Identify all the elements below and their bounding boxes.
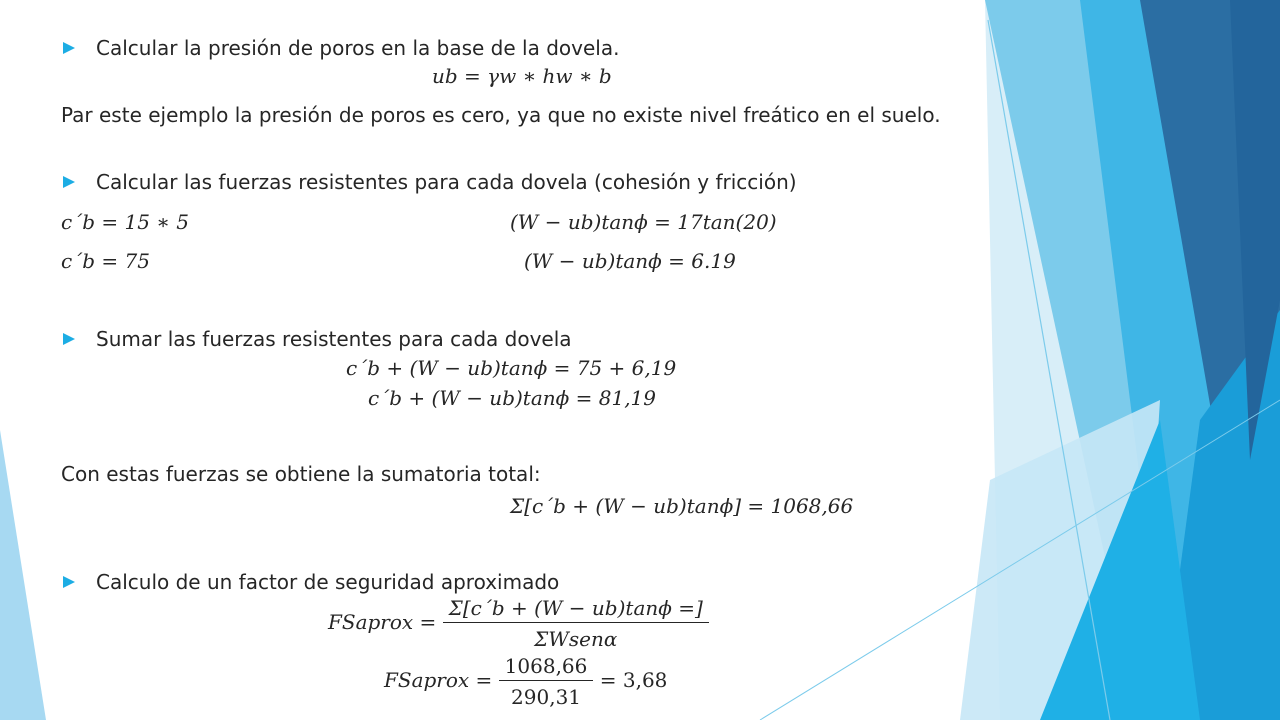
bullet-forces-text: Calcular las fuerzas resistentes para cada dovela (cohesión y fricción) bbox=[96, 170, 797, 194]
arrow-bullet-icon bbox=[63, 42, 75, 54]
arrow-bullet-icon bbox=[63, 176, 75, 188]
equation-friction-1: (W − ub)tanϕ = 17tan(20) bbox=[510, 210, 777, 234]
fs-general-denominator: ΣWsenα bbox=[534, 627, 618, 651]
bullet-resistant-forces bbox=[63, 170, 797, 194]
equation-cohesion-1: c´b = 15 ∗ 5 bbox=[61, 210, 189, 234]
fs-value-lhs: FSaprox = bbox=[384, 668, 493, 692]
equation-ub: ub = γw ∗ hw ∗ b bbox=[432, 64, 612, 88]
bullet-fs-text: Calculo de un factor de seguridad aproximado bbox=[96, 570, 560, 594]
arrow-bullet-icon bbox=[63, 576, 75, 588]
equation-friction-2: (W − ub)tanϕ = 6.19 bbox=[524, 249, 736, 273]
equation-sum-2: c´b + (W − ub)tanϕ = 81,19 bbox=[368, 386, 656, 410]
equation-fs-general bbox=[328, 596, 709, 651]
bullet-sum-text: Sumar las fuerzas resistentes para cada dovela bbox=[96, 327, 572, 351]
equation-cohesion-2: c´b = 75 bbox=[61, 249, 150, 273]
left-sliver-shape bbox=[0, 430, 46, 720]
paragraph-pore-zero: Par este ejemplo la presión de poros es cero, ya que no existe nivel freático en el suelo. bbox=[61, 103, 941, 127]
arrow-bullet-icon bbox=[63, 333, 75, 345]
bullet-pore-pressure bbox=[63, 36, 619, 60]
bullet-pore-text: Calcular la presión de poros en la base de la dovela. bbox=[96, 36, 620, 60]
fs-value-denominator: 290,31 bbox=[511, 685, 582, 709]
fs-value-result: = 3,68 bbox=[599, 668, 668, 692]
fs-general-lhs: FSaprox = bbox=[328, 610, 437, 634]
fs-value-fraction bbox=[499, 654, 594, 709]
equation-total: Σ[c´b + (W − ub)tanϕ] = 1068,66 bbox=[510, 494, 854, 518]
fs-general-fraction bbox=[443, 596, 709, 651]
bullet-safety-factor bbox=[63, 570, 559, 594]
fs-value-numerator: 1068,66 bbox=[499, 654, 594, 681]
fs-general-numerator: Σ[c´b + (W − ub)tanϕ =] bbox=[443, 596, 709, 623]
equation-sum-1: c´b + (W − ub)tanϕ = 75 + 6,19 bbox=[346, 356, 677, 380]
paragraph-total: Con estas fuerzas se obtiene la sumatoria total: bbox=[61, 462, 541, 486]
bullet-sum-forces bbox=[63, 327, 572, 351]
equation-fs-value bbox=[384, 654, 667, 709]
